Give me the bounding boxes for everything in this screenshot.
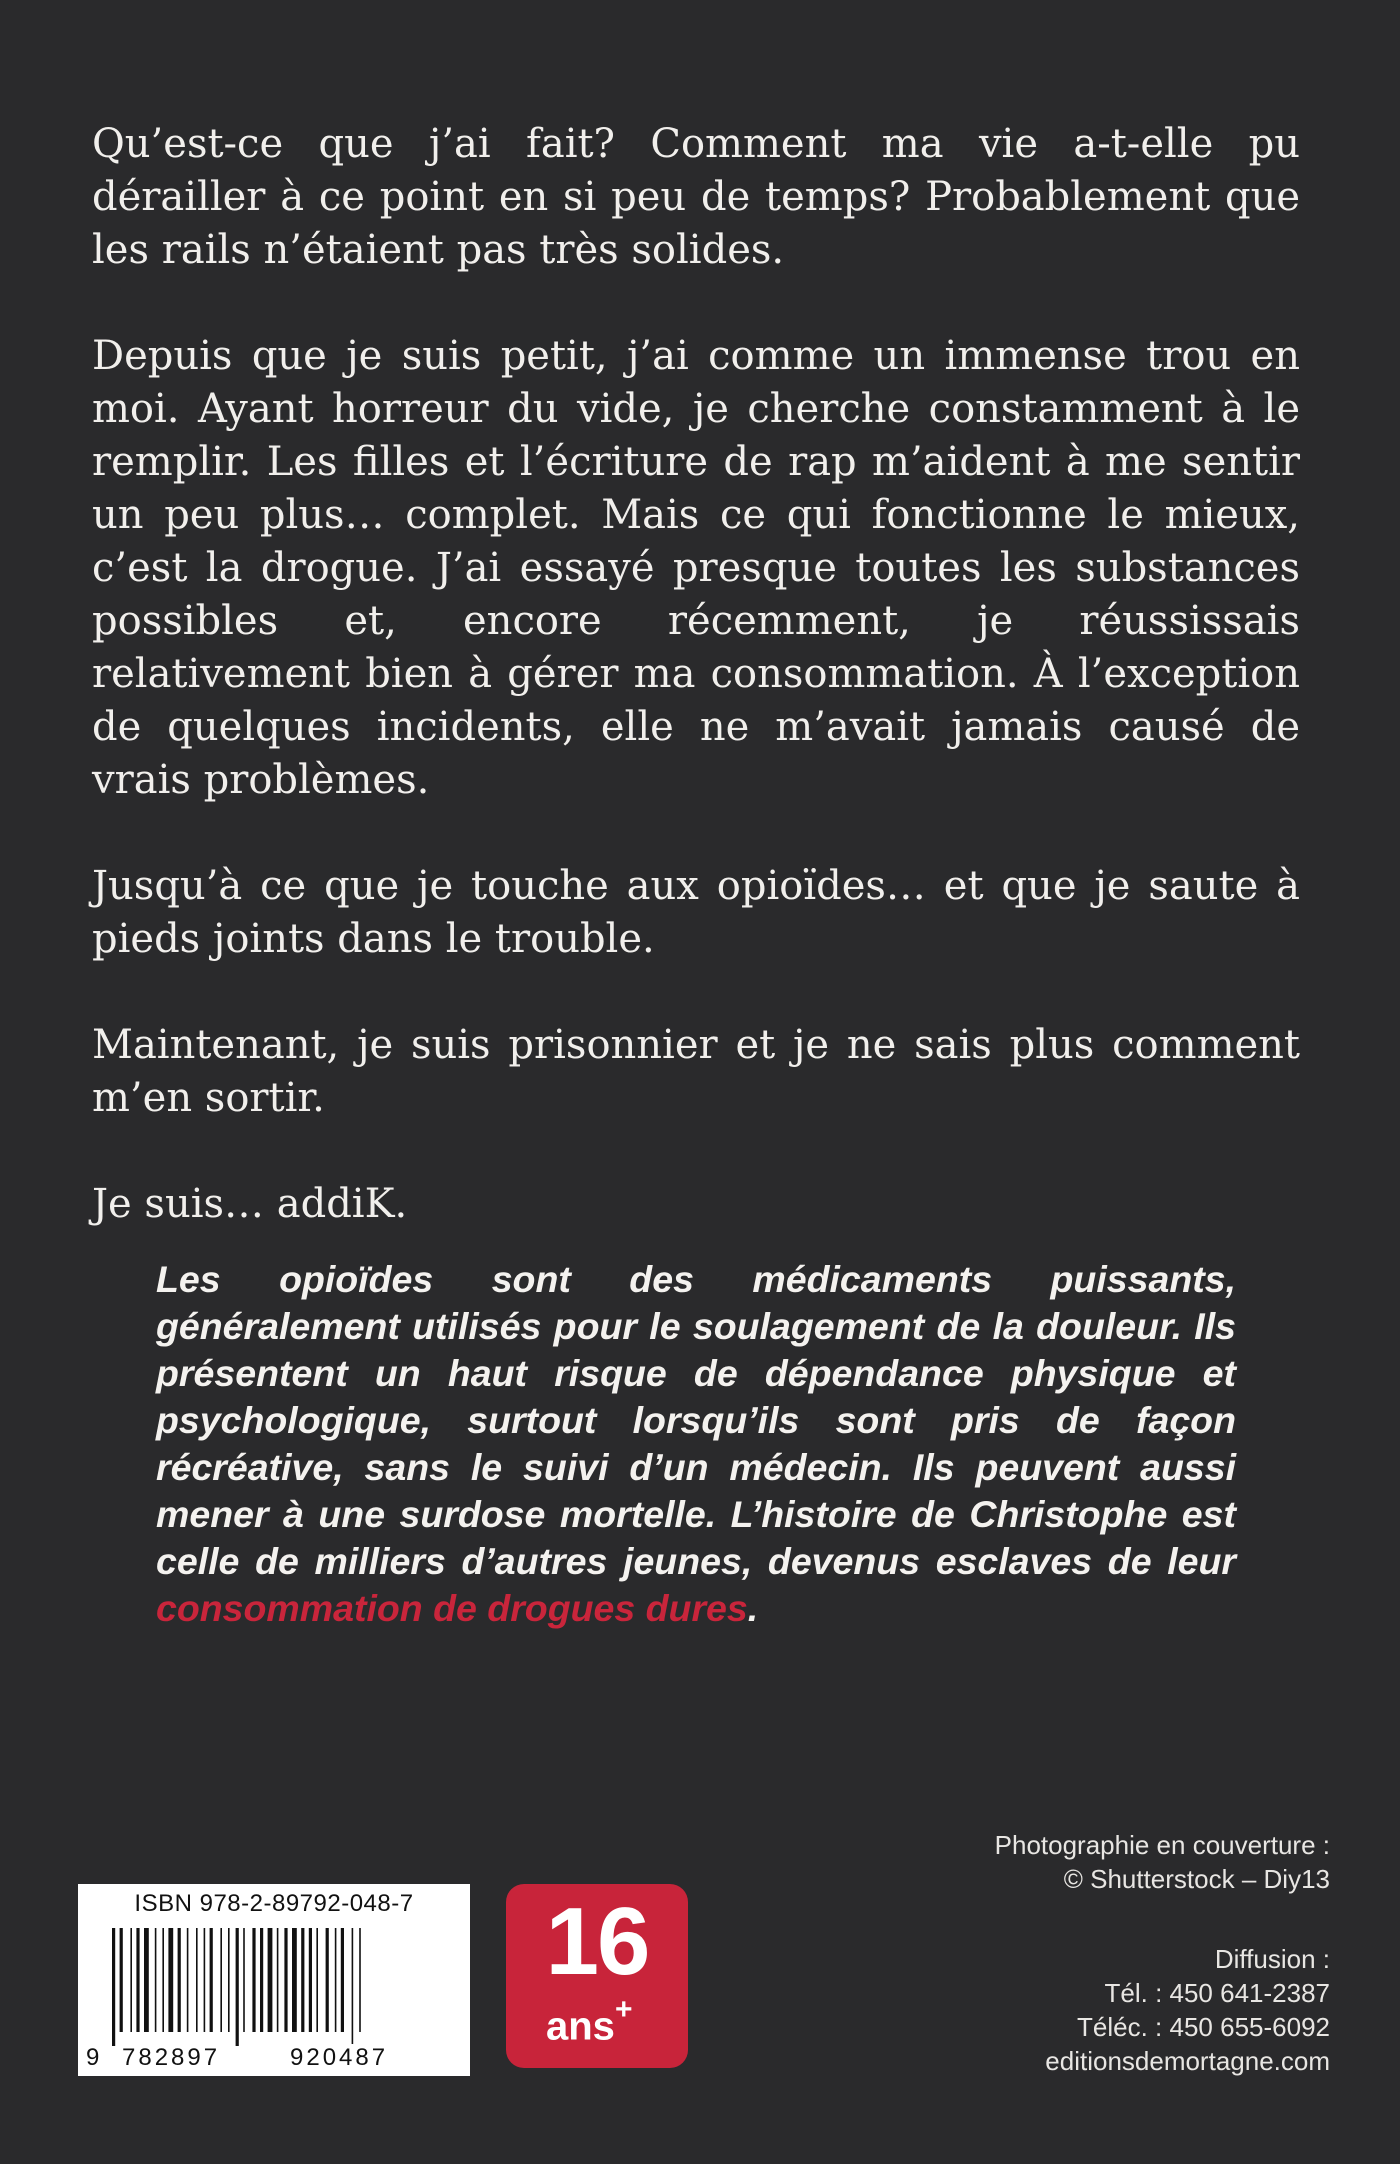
barcode-bar (316, 1928, 318, 2032)
barcode-bar (352, 1928, 354, 2046)
phone-number: Tél. : 450 641-2387 (1104, 1978, 1330, 2008)
age-rating-number: 16 (545, 1888, 649, 1995)
paragraph-2: Depuis que je suis petit, j’ai comme un immense trou en moi. Ayant horreur du vide, je cherche constamment à le remplir. Les filles et l’écriture de rap m’aident à me sentir un peu plus… complet. Mais ce qui fonctionne le mieux, c’est la drogue. J’ai essayé presque toutes les substances possibles et, encore récemment, je réussissais relativement bien à gérer ma consommation. À l’exception de quelques incidents, elle ne m’avait jamais causé de vrais problèmes. (92, 333, 1300, 803)
barcode-bar (162, 1928, 164, 2032)
publisher-website: editionsdemortagne.com (1045, 2046, 1330, 2076)
blurb-text: Les opioïdes sont des médicaments puissants, généralement utilisés pour le soulagement de la douleur. Ils présentent un haut risque de dépendance physique et psychologique, surtout lorsqu’ils sont pris de façon récréative, sans le suivi d’un médecin. Ils peuvent aussi mener à une surdose mortelle. L’histoire de Christophe est celle de milliers d’autres jeunes, devenus esclaves de leur (156, 1258, 1236, 1582)
fax-number: Téléc. : 450 655-6092 (1077, 2012, 1330, 2042)
barcode-digits-right: 920487 (290, 2044, 389, 2071)
barcode-bar (112, 1928, 115, 2046)
age-rating-badge (506, 1884, 688, 2068)
publisher-credits (810, 1828, 1330, 2078)
paragraph-5: Je suis… addiK. (92, 1181, 408, 1227)
barcode-bar (243, 1928, 245, 2032)
barcode-bar (196, 1928, 198, 2032)
barcode-bar (130, 1928, 132, 2032)
barcode-bar (309, 1928, 312, 2032)
barcode-digit-first: 9 (86, 2044, 103, 2071)
age-rating-unit (546, 1994, 632, 2048)
isbn-barcode (78, 1884, 470, 2076)
barcode-digits (78, 2044, 470, 2074)
barcode-bar (236, 1928, 239, 2046)
photo-credit: © Shutterstock – Diy13 (1063, 1864, 1330, 1894)
barcode-bar (144, 1928, 149, 2032)
barcode-bar (326, 1928, 329, 2032)
barcode-bar (284, 1928, 287, 2032)
paragraph-1: Qu’est-ce que j’ai fait? Comment ma vie a-t-elle pu dérailler à ce point en si peu de temps? Probablement que les rails n’étaient pas très solides. (92, 121, 1300, 273)
isbn-label: ISBN 978-2-89792-048-7 (134, 1890, 414, 1917)
barcode-bar (204, 1928, 206, 2032)
barcode-bar (187, 1928, 189, 2032)
barcode-bar (335, 1928, 337, 2032)
paragraph-4: Maintenant, je suis prisonnier et je ne sais plus comment m’en sortir. (92, 1022, 1300, 1121)
age-plus: + (614, 1993, 633, 2026)
opioid-blurb (156, 1256, 1236, 1632)
barcode-bar (301, 1928, 304, 2032)
age-unit-text: ans (546, 2004, 615, 2049)
barcode-bar (292, 1928, 297, 2032)
blurb-highlight: consommation de drogues dures (156, 1587, 748, 1629)
blurb-end: . (747, 1587, 759, 1629)
barcode-bars (108, 1928, 450, 2046)
barcode-bar (359, 1928, 361, 2032)
barcode-bar (260, 1928, 263, 2032)
barcode-bar (155, 1928, 157, 2032)
barcode-bar (210, 1928, 213, 2032)
paragraph-3: Jusqu’à ce que je touche aux opioïdes… et que je saute à pieds joints dans le trouble. (92, 863, 1300, 962)
barcode-bar (252, 1928, 255, 2032)
photo-credit-label: Photographie en couverture : (994, 1830, 1330, 1860)
barcode-bar (277, 1928, 279, 2032)
diffusion-label: Diffusion : (1214, 1944, 1330, 1974)
barcode-bar (120, 1928, 123, 2032)
barcode-bar (136, 1928, 139, 2032)
barcode-bar (228, 1928, 230, 2032)
barcode-bar (220, 1928, 222, 2032)
barcode-bar (341, 1928, 344, 2032)
barcode-bar (168, 1928, 173, 2032)
barcode-bar (178, 1928, 181, 2032)
barcode-bar (268, 1928, 273, 2032)
back-cover-text (92, 118, 1300, 1284)
barcode-digits-left: 782897 (122, 2044, 221, 2071)
